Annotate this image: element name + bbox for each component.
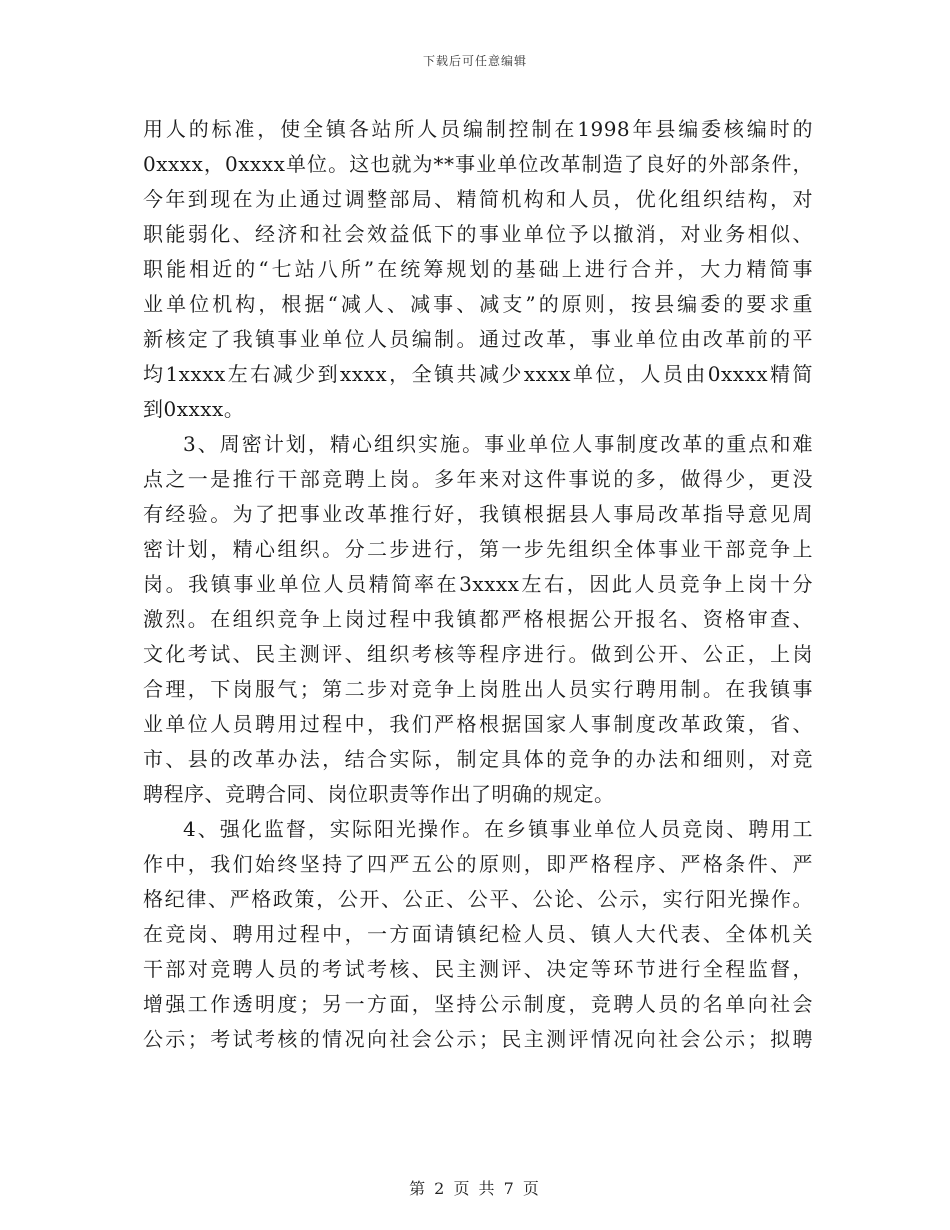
text-line: 点之一是推行干部竞聘上岗。多年来对这件事说的多，做得少，更没 <box>143 467 813 491</box>
paragraph-start-line: 3、周密计划，精心组织实施。事业单位人事制度改革的重点和难 <box>183 432 813 456</box>
text-line: 文化考试、民主测评、组织考核等程序进行。做到公开、公正，上岗 <box>143 642 813 666</box>
text-line: 职能相近的“七站八所”在统筹规划的基础上进行合并，大力精简事 <box>143 257 813 281</box>
text-line: 激烈。在组织竞争上岗过程中我镇都严格根据公开报名、资格审查、 <box>143 607 813 631</box>
page-header: 下载后可任意编辑 <box>422 54 527 68</box>
text-line: 有经验。为了把事业改革推行好，我镇根据县人事局改革指导意见周 <box>143 502 813 526</box>
text-line: 聘程序、竞聘合同、岗位职责等作出了明确的规定。 <box>143 782 615 806</box>
text-line: 合理，下岗服气；第二步对竞争上岗胜出人员实行聘用制。在我镇事 <box>143 677 813 701</box>
text-line: 增强工作透明度；另一方面，坚持公示制度，竞聘人员的名单向社会 <box>143 992 813 1016</box>
text-line: 0xxxx，0xxxx单位。这也就为**事业单位改革制造了良好的外部条件， <box>143 152 813 176</box>
text-line: 密计划，精心组织。分二步进行，第一步先组织全体事业干部竞争上 <box>143 537 813 561</box>
text-line: 市、县的改革办法，结合实际，制定具体的竞争的办法和细则，对竞 <box>143 747 813 771</box>
text-line: 到0xxxx。 <box>143 397 245 421</box>
page-number-footer: 第 2 页 共 7 页 <box>409 1179 541 1198</box>
text-line: 今年到现在为止通过调整部局、精简机构和人员，优化组织结构，对 <box>143 187 813 211</box>
document-body <box>143 112 813 1057</box>
text-line: 均1xxxx左右减少到xxxx，全镇共减少xxxx单位，人员由0xxxx精简 <box>143 362 813 386</box>
text-line: 干部对竞聘人员的考试考核、民主测评、决定等环节进行全程监督， <box>143 957 813 981</box>
text-line: 业单位机构，根据“减人、减事、减支”的原则，按县编委的要求重 <box>143 292 813 316</box>
text-line: 公示；考试考核的情况向社会公示；民主测评情况向社会公示；拟聘 <box>143 1027 813 1051</box>
text-line: 岗。我镇事业单位人员精简率在3xxxx左右，因此人员竞争上岗十分 <box>143 572 813 596</box>
text-line: 职能弱化、经济和社会效益低下的事业单位予以撤消，对业务相似、 <box>143 222 813 246</box>
text-line: 格纪律、严格政策，公开、公正、公平、公论、公示，实行阳光操作。 <box>143 887 813 911</box>
text-line: 用人的标准，使全镇各站所人员编制控制在1998年县编委核编时的 <box>143 117 813 141</box>
text-line: 业单位人员聘用过程中，我们严格根据国家人事制度改革政策，省、 <box>143 712 813 736</box>
text-line: 新核定了我镇事业单位人员编制。通过改革，事业单位由改革前的平 <box>143 327 813 351</box>
paragraph-start-line: 4、强化监督，实际阳光操作。在乡镇事业单位人员竞岗、聘用工 <box>183 817 813 841</box>
text-line: 在竞岗、聘用过程中，一方面请镇纪检人员、镇人大代表、全体机关 <box>143 922 813 946</box>
text-line: 作中，我们始终坚持了四严五公的原则，即严格程序、严格条件、严 <box>143 852 813 876</box>
